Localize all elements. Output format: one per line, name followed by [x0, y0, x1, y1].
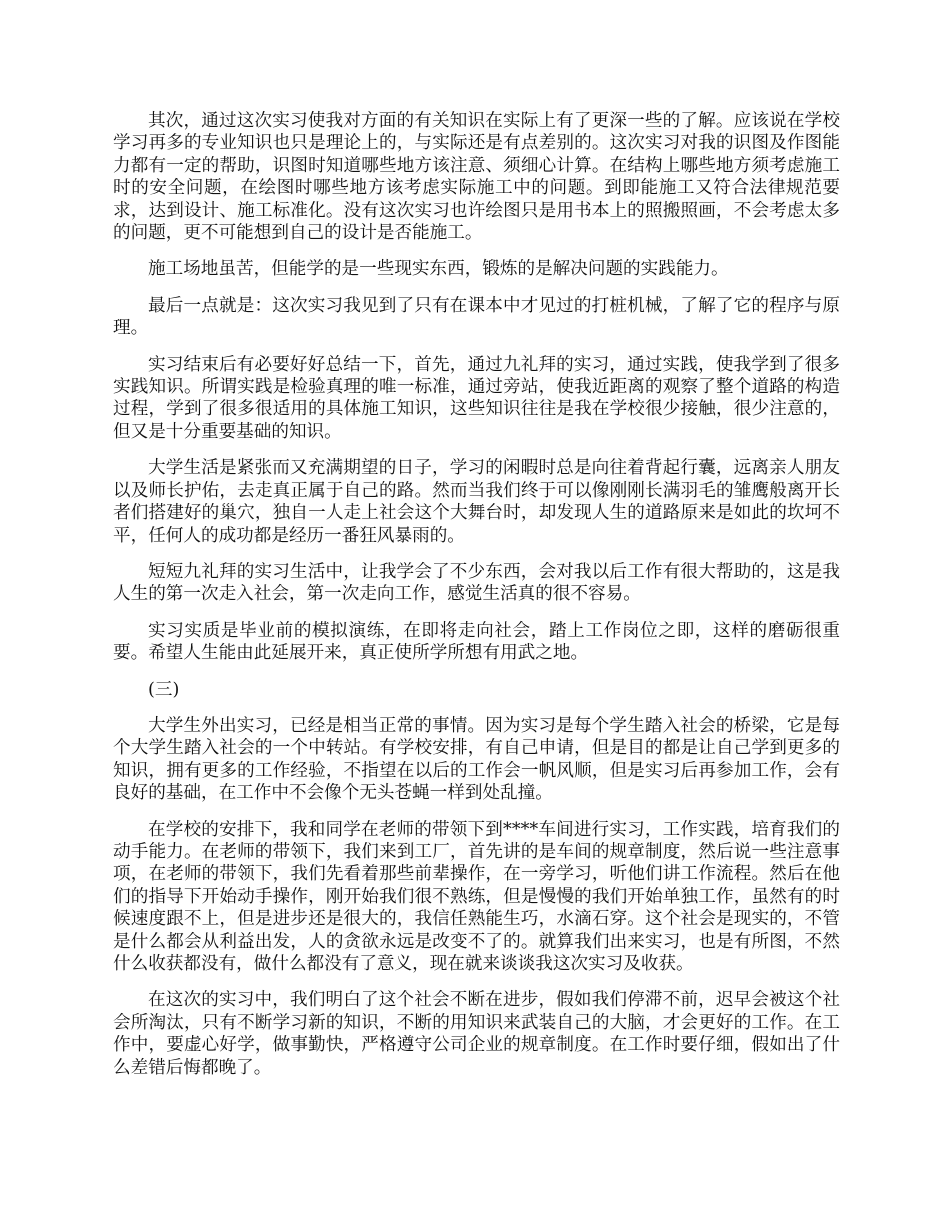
paragraph: 短短九礼拜的实习生活中，让我学会了不少东西，会对我以后工作有很大帮助的，这是我人生的第一次走入社会，第一次走向工作，感觉生活真的很不容易。: [113, 561, 840, 605]
paragraph: 最后一点就是：这次实习我见到了只有在课本中才见过的打桩机械，了解了它的程序与原理。: [113, 295, 840, 339]
paragraph: 施工场地虽苦，但能学的是一些现实东西，锻炼的是解决问题的实践能力。: [148, 259, 729, 280]
paragraph: 大学生外出实习，已经是相当正常的事情。因为实习是每个学生踏入社会的桥梁，它是每个大学生踏入社会的一个中转站。有学校安排，有自己申请，但是目的都是让自己学到更多的知识，拥有更多的工作经验，不指望在以后的工作会一帆风顺，但是实习后再参加工作，会有良好的基础，在工作中不会像个无头苍蝇一样到处乱撞。: [113, 715, 840, 804]
paragraph: 实习实质是毕业前的模拟演练，在即将走向社会，踏上工作岗位之即，这样的磨砺很重要。希望人生能由此延展开来，真正使所学所想有用武之地。: [113, 620, 840, 664]
paragraph: 其次，通过这次实习使我对方面的有关知识在实际上有了更深一些的了解。应该说在学校学习再多的专业知识也只是理论上的，与实际还是有点差别的。这次实习对我的识图及作图能力都有一定的帮助，识图时知道哪些地方该注意、须细心计算。在结构上哪些地方须考虑施工时的安全问题，在绘图时哪些地方该考虑实际施工中的问题。到即能施工又符合法律规范要求，达到设计、施工标准化。没有这次实习也许绘图只是用书本上的照搬照画，不会考虑太多的问题，更不可能想到自己的设计是否能施工。: [113, 111, 840, 244]
section-heading: (三): [148, 679, 180, 700]
paragraph: 大学生活是紧张而又充满期望的日子，学习的闲暇时总是向往着背起行囊，远离亲人朋友以及师长护佑，去走真正属于自己的路。然而当我们终于可以像刚刚长满羽毛的雏鹰般离开长者们搭建好的巢穴，独自一人走上社会这个大舞台时，却发现人生的道路原来是如此的坎坷不平，任何人的成功都是经历一番狂风暴雨的。: [113, 458, 840, 546]
document-body: [113, 110, 840, 1093]
paragraph: 在学校的安排下，我和同学在老师的带领下到****车间进行实习，工作实践，培育我们的动手能力。在老师的带领下，我们来到工厂，首先讲的是车间的规章制度，然后说一些注意事项，在老师的带领下，我们先看着那些前辈操作，在一旁学习，听他们讲工作流程。然后在他们的指导下开始动手操作，刚开始我们很不熟练，但是慢慢的我们开始单独工作，虽然有的时候速度跟不上，但是进步还是很大的，我信任熟能生巧，水滴石穿。这个社会是现实的，不管是什么都会从利益出发，人的贪欲永远是改变不了的。就算我们出来实习，也是有所图，不然什么收获都没有，做什么都没有了意义，现在就来谈谈我这次实习及收获。: [113, 819, 840, 974]
paragraph: 实习结束后有必要好好总结一下，首先，通过九礼拜的实习，通过实践，使我学到了很多实践知识。所谓实践是检验真理的唯一标准，通过旁站，使我近距离的观察了整个道路的构造过程，学到了很多很适用的具体施工知识，这些知识往往是我在学校很少接触，很少注意的，但又是十分重要基础的知识。: [113, 354, 840, 442]
paragraph: 在这次的实习中，我们明白了这个社会不断在进步，假如我们停滞不前，迟早会被这个社会所淘汰，只有不断学习新的知识，不断的用知识来武装自己的大脑，才会更好的工作。在工作中，要虚心好学，做事勤快，严格遵守公司企业的规章制度。在工作时要仔细，假如出了什么差错后悔都晚了。: [113, 990, 840, 1078]
